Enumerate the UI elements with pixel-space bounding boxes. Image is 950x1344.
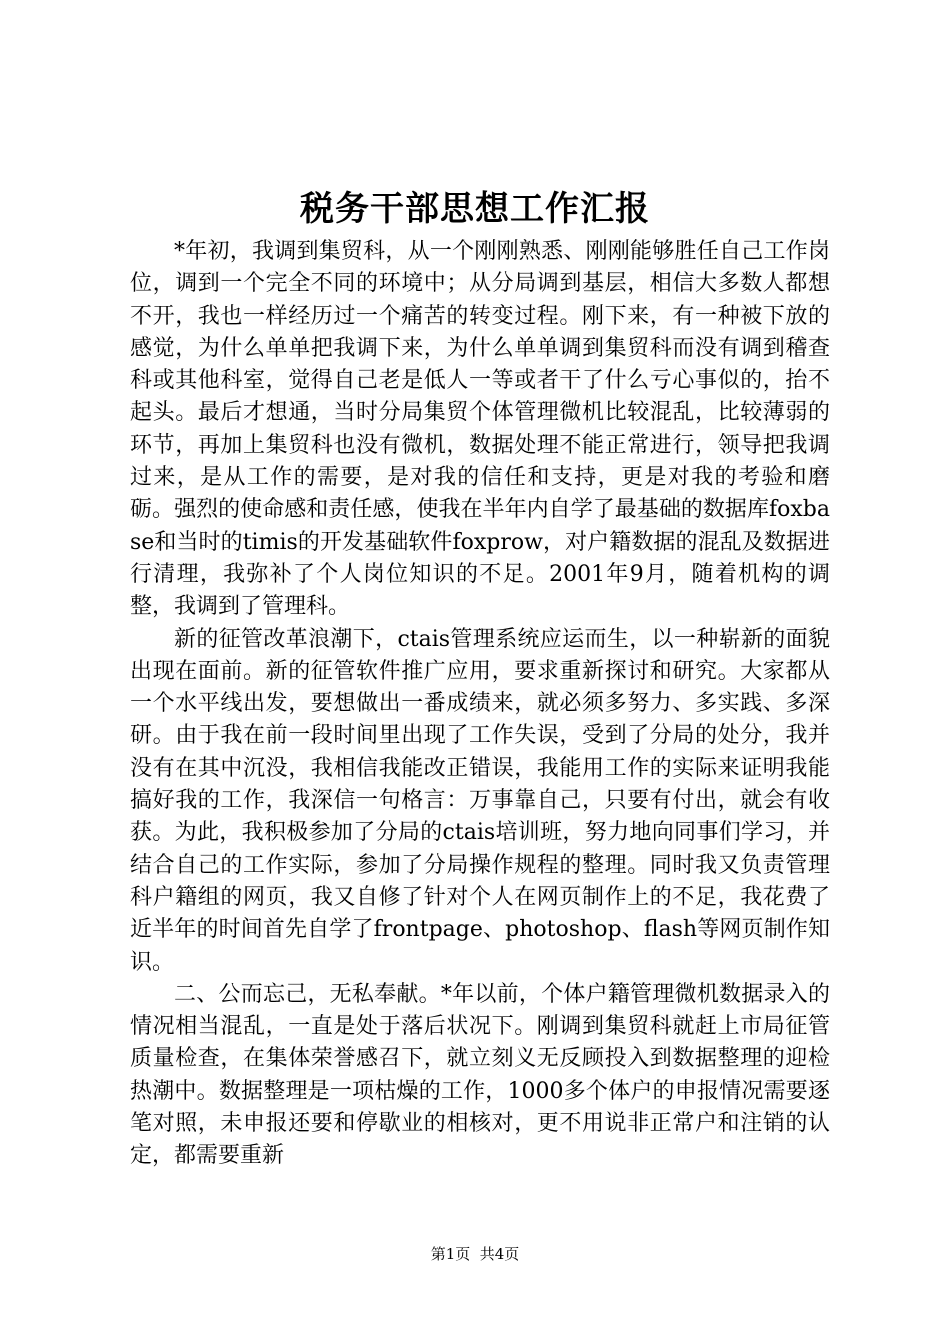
document-title: 税务干部思想工作汇报 [300, 189, 650, 229]
paragraph-1: *年初，我调到集贸科，从一个刚刚熟悉、刚刚能够胜任自己工作岗位，调到一个完全不同的环境中；从分局调到基层，相信大多数人都想不开，我也一样经历过一个痛苦的转变过程。刚下来，有一种被下放的感觉，为什么单单把我调下来，为什么单单调到集贸科而没有调到稽查科或其他科室，觉得自己老是低人一等或者干了什么亏心事似的，抬不起头。最后才想通，当时分局集贸个体管理微机比较混乱，比较薄弱的环节，再加上集贸科也没有微机，数据处理不能正常进行，领导把我调过来，是从工作的需要，是对我的信任和支持，更是对我的考验和磨砺。强烈的使命感和责任感，使我在半年内自学了最基础的数据库foxbase和当时的timis的开发基础软件foxprow，对户籍数据的混乱及数据进行清理，我弥补了个人岗位知识的不足。2001年9月，随着机构的调整，我调到了管理科。 [130, 239, 830, 620]
paragraph-3: 二、公而忘己，无私奉献。*年以前，个体户籍管理微机数据录入的情况相当混乱，一直是处于落后状况下。刚调到集贸科就赶上市局征管质量检查，在集体荣誉感召下，就立刻义无反顾投入到数据整理的迎检热潮中。数据整理是一项枯燥的工作，1000多个体户的申报情况需要逐笔对照，未申报还要和停歇业的相核对，更不用说非正常户和注销的认定，都需要重新 [130, 981, 830, 1169]
page-number-footer: 第1页 共4页 [430, 1245, 520, 1263]
paragraph-2: 新的征管改革浪潮下，ctais管理系统应运而生，以一种崭新的面貌出现在面前。新的征管软件推广应用，要求重新探讨和研究。大家都从一个水平线出发，要想做出一番成绩来，就必须多努力、多实践、多深研。由于我在前一段时间里出现了工作失误，受到了分局的处分，我并没有在其中沉没，我相信我能改正错误，我能用工作的实际来证明我能搞好我的工作，我深信一句格言：万事靠自己，只要有付出，就会有收获。为此，我积极参加了分局的ctais培训班，努力地向同事们学习，并结合自己的工作实际，参加了分局操作规程的整理。同时我又负责管理科户籍组的网页，我又自修了针对个人在网页制作上的不足，我花费了近半年的时间首先自学了frontpage、photoshop、flash等网页制作知识。 [130, 626, 830, 975]
document-body [130, 236, 830, 1173]
